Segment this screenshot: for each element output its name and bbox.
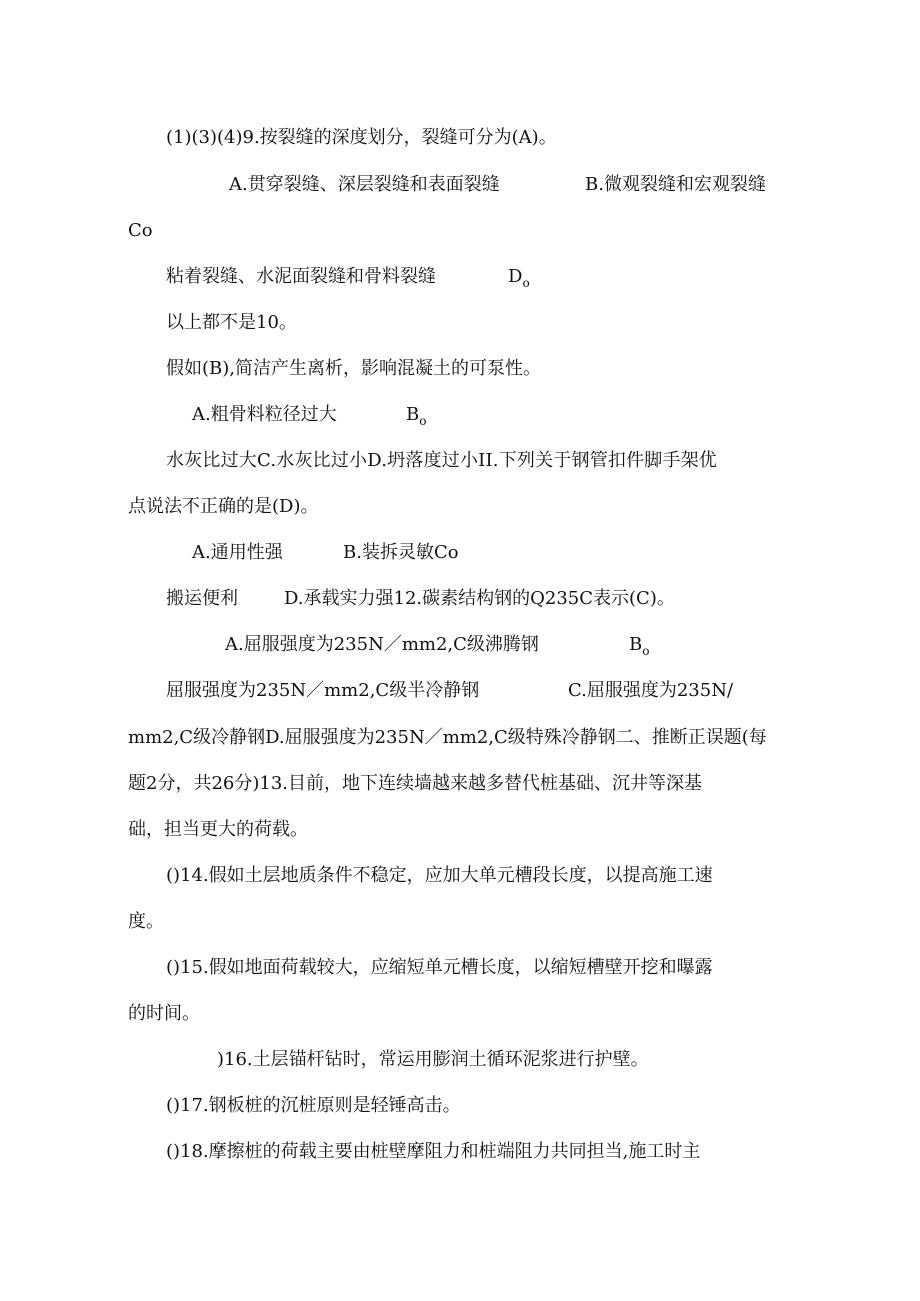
text-line-22: ()17.钢板桩的沉桩原则是轻锤高击。 — [166, 1095, 461, 1116]
text-line-7b — [406, 403, 426, 428]
text-line-5: 以上都不是10。 — [166, 312, 297, 333]
text-line-4b — [508, 265, 530, 290]
text-line-18: 度。 — [128, 911, 164, 932]
text-line-1: (1)(3)(4)9.按裂缝的深度划分，裂缝可分为(A)。 — [166, 127, 557, 148]
text-line-11a: 搬运便利 — [166, 588, 238, 609]
option-subscript: o — [642, 644, 650, 658]
text-line-16: 础，担当更大的荷载。 — [128, 819, 308, 840]
text-line-10b: B.装拆灵敏Co — [343, 542, 459, 563]
text-line-3: Co — [128, 220, 153, 241]
option-letter: B — [629, 634, 643, 655]
option-subscript: o — [522, 276, 530, 290]
text-line-13a: 屈服强度为235N／mm2,C级半冷静钢 — [166, 680, 480, 701]
text-line-7a: A.粗骨料粒径过大 — [192, 404, 337, 425]
text-line-12b — [629, 633, 649, 658]
text-line-23: ()18.摩擦桩的荷载主要由桩壁摩阻力和桩端阻力共同担当,施工时主 — [166, 1141, 701, 1162]
text-line-2b: B.微观裂缝和宏观裂缝 — [585, 174, 766, 195]
option-subscript: o — [419, 414, 427, 428]
text-line-2a: A.贯穿裂缝、深层裂缝和表面裂缝 — [229, 174, 500, 195]
text-line-20: 的时间。 — [128, 1003, 200, 1024]
text-line-17: ()14.假如土层地质条件不稳定，应加大单元槽段长度，以提高施工速 — [166, 865, 713, 886]
text-line-21: )16.土层锚杆钻时，常运用膨润土循环泥浆进行护壁。 — [217, 1049, 649, 1070]
text-line-11b: D.承载实力强12.碳素结构钢的Q235C表示(C)。 — [284, 588, 675, 609]
option-letter: B — [406, 404, 420, 425]
text-line-13b: C.屈服强度为235N/ — [568, 680, 734, 701]
text-line-4a: 粘着裂缝、水泥面裂缝和骨料裂缝 — [166, 266, 436, 287]
text-line-15: 题2分，共26分)13.目前，地下连续墙越来越多替代桩基础、沉井等深基 — [128, 773, 703, 794]
text-line-10a: A.通用性强 — [192, 542, 283, 563]
text-line-12a: A.屈服强度为235N／mm2,C级沸腾钢 — [225, 634, 539, 655]
option-letter: D — [508, 266, 523, 287]
text-line-14: mm2,C级冷静钢D.屈服强度为235N／mm2,C级特殊冷静钢二、推断正误题(每 — [128, 727, 767, 748]
text-line-6: 假如(B),简洁产生离析，影响混凝土的可泵性。 — [166, 358, 541, 379]
text-line-8: 水灰比过大C.水灰比过小D.坍落度过小II.下列关于钢管扣件脚手架优 — [166, 450, 718, 471]
text-line-9: 点说法不正确的是(D)。 — [128, 496, 319, 517]
text-line-19: ()15.假如地面荷载较大，应缩短单元槽长度，以缩短槽壁开挖和曝露 — [166, 957, 713, 978]
